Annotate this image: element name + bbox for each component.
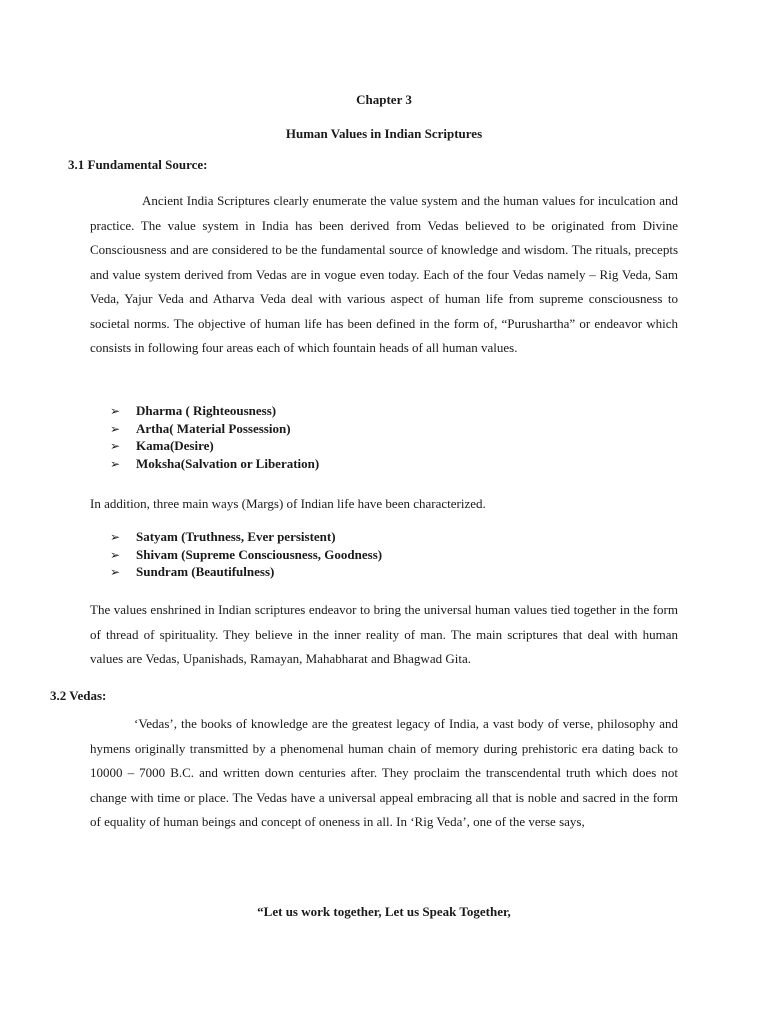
arrow-bullet-icon: ➢ xyxy=(110,530,121,544)
list-item xyxy=(110,563,382,581)
chapter-number: Chapter 3 xyxy=(356,92,412,107)
list-item-text: Sundram (Beautifulness) xyxy=(136,564,275,579)
list-item xyxy=(110,402,319,420)
list-item xyxy=(110,546,382,564)
arrow-bullet-icon: ➢ xyxy=(110,565,121,579)
arrow-bullet-icon: ➢ xyxy=(110,547,121,562)
paragraph-intro: Ancient India Scriptures clearly enumerate the value system and the human values for inculcation and practice. The value system in India has been derived from Vedas believed to be originated from Divine Consciousness and are considered to be the fundamental source of knowledge and wisdom. The rituals, precepts and value system derived from Vedas are in vogue even today. Each of the four Vedas namely – Rig Veda, Sam Veda, Yajur Veda and Atharva Veda deal with various aspect of human life from supreme consciousness to societal norms. The objective of human life has been defined in the form of, “Purushartha” or endeavor which consists in following four areas each of which fountain heads of all human values. xyxy=(90,193,678,355)
list-item xyxy=(110,528,382,546)
list-item xyxy=(110,437,319,455)
list-item xyxy=(110,420,319,438)
list-item-text: Satyam (Truthness, Ever persistent) xyxy=(136,529,336,544)
arrow-bullet-icon: ➢ xyxy=(110,456,121,471)
list-item-text: Shivam (Supreme Consciousness, Goodness) xyxy=(136,546,383,562)
purushartha-list xyxy=(110,402,319,472)
list-item xyxy=(110,455,319,473)
paragraph-margs-intro: In addition, three main ways (Margs) of Indian life have been characterized. xyxy=(90,496,486,511)
arrow-bullet-icon: ➢ xyxy=(110,404,121,418)
paragraph-scriptures: The values enshrined in Indian scriptures endeavor to bring the universal human values tied together in the form of thread of spirituality. They believe in the inner reality of man. The main scriptures that deal with human values are Vedas, Upanishads, Ramayan, Mahabharat and Bhagwad Gita. xyxy=(90,602,678,666)
list-item-text: Dharma ( Righteousness) xyxy=(136,403,277,418)
list-item-text: Moksha(Salvation or Liberation) xyxy=(136,455,320,471)
verse-quote: “Let us work together, Let us Speak Together, xyxy=(257,904,511,919)
arrow-bullet-icon: ➢ xyxy=(110,421,121,436)
section-heading-fundamental-source: 3.1 Fundamental Source: xyxy=(68,157,208,172)
list-item-text: Kama(Desire) xyxy=(136,438,214,453)
list-item-text: Artha( Material Possession) xyxy=(136,420,291,436)
section-heading-vedas: 3.2 Vedas: xyxy=(50,688,107,703)
chapter-title: Human Values in Indian Scriptures xyxy=(285,126,483,141)
margs-list xyxy=(110,528,382,581)
arrow-bullet-icon: ➢ xyxy=(110,439,121,453)
paragraph-vedas: ‘Vedas’, the books of knowledge are the greatest legacy of India, a vast body of verse, philosophy and hymens originally transmitted by a phenomenal human chain of memory during prehistoric era dating back to 10000 – 7000 B.C. and written down centuries after. They proclaim the transcendental truth which does not change with time or place. The Vedas have a universal appeal embracing all that is noble and sacred in the form of equality of human beings and concept of oneness in all. In ‘Rig Veda’, one of the verse says, xyxy=(90,716,678,829)
